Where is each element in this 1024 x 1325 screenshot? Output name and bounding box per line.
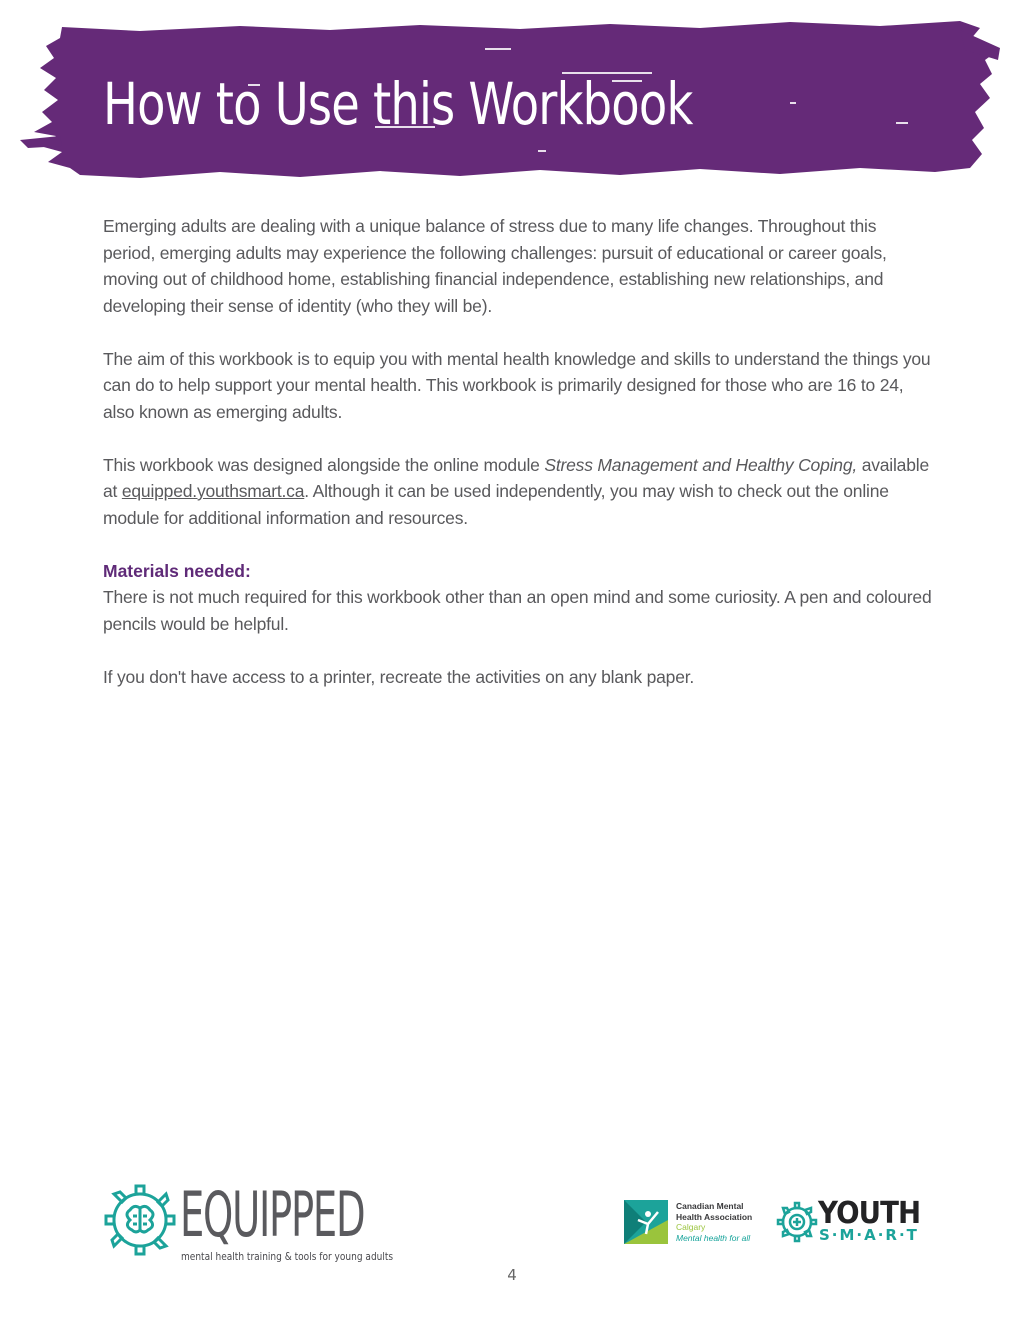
intro-paragraph: Emerging adults are dealing with a unique balance of stress due to many life changes. Throughout this period, emerging adults may experience the following challenges: pursuit of educational or career goals, moving out of childhood home, establishing financial independence, establishing new relationships, and developing their sense of identity (who they will be). [103, 216, 887, 316]
materials-text: There is not much required for this workbook other than an open mind and some curiosity. A pen and coloured pencils would be helpful. [103, 587, 932, 634]
youthsmart-word-top: YOUTH [818, 1196, 921, 1231]
printer-note: If you don't have access to a printer, recreate the activities on any blank paper. [103, 666, 695, 687]
page-number: 4 [507, 1266, 517, 1284]
aim-paragraph: The aim of this workbook is to equip you with mental health knowledge and skills to understand the things you can do to help support your mental health. This workbook is primarily designed for those who are 16 to 24, also known as emerging adults. [103, 348, 931, 422]
cmha-city: Calgary [676, 1222, 706, 1232]
youthsmart-word-bottom: S·M·A·R·T [819, 1226, 919, 1244]
cmha-text-block [676, 1201, 752, 1243]
cmha-emblem-icon [624, 1200, 668, 1244]
equipped-wordmark: EQUIPPED [180, 1178, 365, 1251]
cmha-name-line-2: Health Association [676, 1211, 753, 1222]
cmha-logo [624, 1199, 769, 1245]
module-paragraph [103, 452, 933, 532]
module-text-before: This workbook was designed alongside the online module [103, 454, 545, 475]
cmha-motto: Mental health for all [676, 1232, 751, 1243]
module-text-middle: available at [103, 454, 929, 501]
page-title: How to Use this Workbook [103, 70, 693, 138]
cmha-name-line-1: Canadian Mental [676, 1201, 744, 1211]
title-banner [0, 0, 1024, 200]
gear-brain-icon [100, 1180, 180, 1260]
equipped-tagline: mental health training & tools for young adults [181, 1250, 394, 1263]
materials-heading: Materials needed: [103, 560, 251, 581]
gear-brain-icon [776, 1201, 818, 1243]
website-link[interactable]: equipped.youthsmart.ca [121, 481, 305, 501]
module-text-after: . Although it can be used independently, you may wish to check out the online module for additional information and resources. [103, 481, 889, 528]
equipped-logo [100, 1178, 394, 1265]
body-content [103, 213, 933, 717]
module-name: Stress Management and Healthy Coping, [544, 454, 858, 475]
youthsmart-logo [776, 1196, 921, 1245]
